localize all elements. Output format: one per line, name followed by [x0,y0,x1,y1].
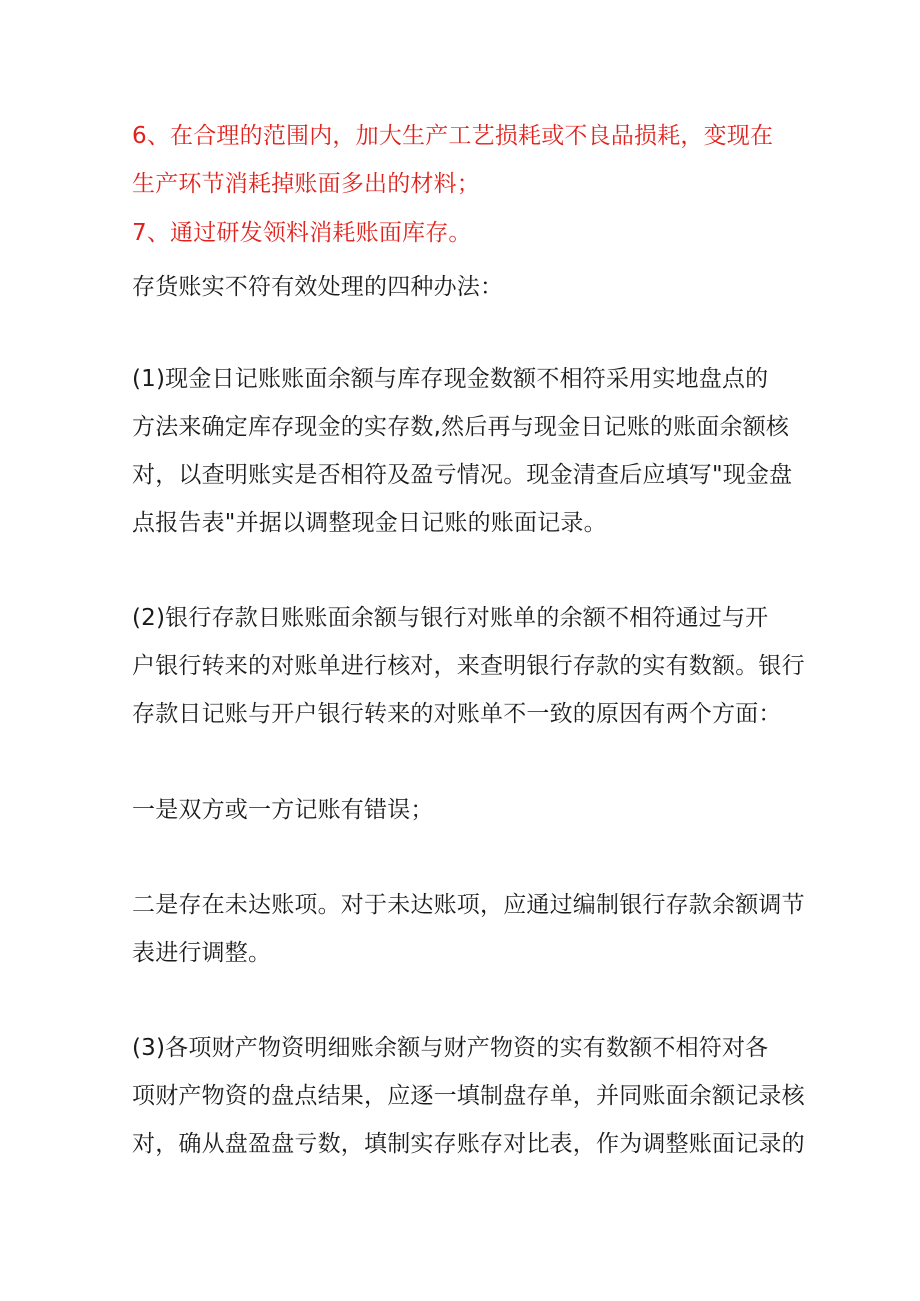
method-2-line-3: 存款日记账与开户银行转来的对账单不一致的原因有两个方面： [132,701,782,727]
reason-2-line-1: 二是存在未达账项。对于未达账项，应通过编制银行存款余额调节 [132,892,805,918]
item-6-line-2: 生产环节消耗掉账面多出的材料； [132,171,480,197]
item-7-line-1: 7、通过研发领料消耗账面库存。 [132,220,472,246]
method-3-line-1: (3)各项财产物资明细账余额与财产物资的实有数额不相符对各 [132,1035,769,1061]
method-1-line-2: 方法来确定库存现金的实存数,然后再与现金日记账的账面余额核 [132,414,790,440]
reason-2-line-2: 表进行调整。 [132,940,272,966]
method-2-line-2: 户银行转来的对账单进行核对，来查明银行存款的实有数额。银行 [132,653,805,679]
method-3-line-3: 对，确从盘盈盘亏数，填制实存账存对比表，作为调整账面记录的 [132,1131,805,1157]
section-heading: 存货账实不符有效处理的四种办法： [132,274,504,300]
method-1-line-3: 对，以查明账实是否相符及盈亏情况。现金清查后应填写"现金盘 [132,462,793,488]
method-2-line-1: (2)银行存款日账账面余额与银行对账单的余额不相符通过与开 [132,605,769,631]
method-1-line-1: (1)现金日记账账面余额与库存现金数额不相符采用实地盘点的 [132,366,769,392]
reason-1-line-1: 一是双方或一方记账有错误； [132,797,434,823]
method-1-line-4: 点报告表"并据以调整现金日记账的账面记录。 [132,510,607,536]
method-3-line-2: 项财产物资的盘点结果，应逐一填制盘存单，并同账面余额记录核 [132,1083,805,1109]
item-6-line-1: 6、在合理的范围内，加大生产工艺损耗或不良品损耗，变现在 [132,123,774,149]
